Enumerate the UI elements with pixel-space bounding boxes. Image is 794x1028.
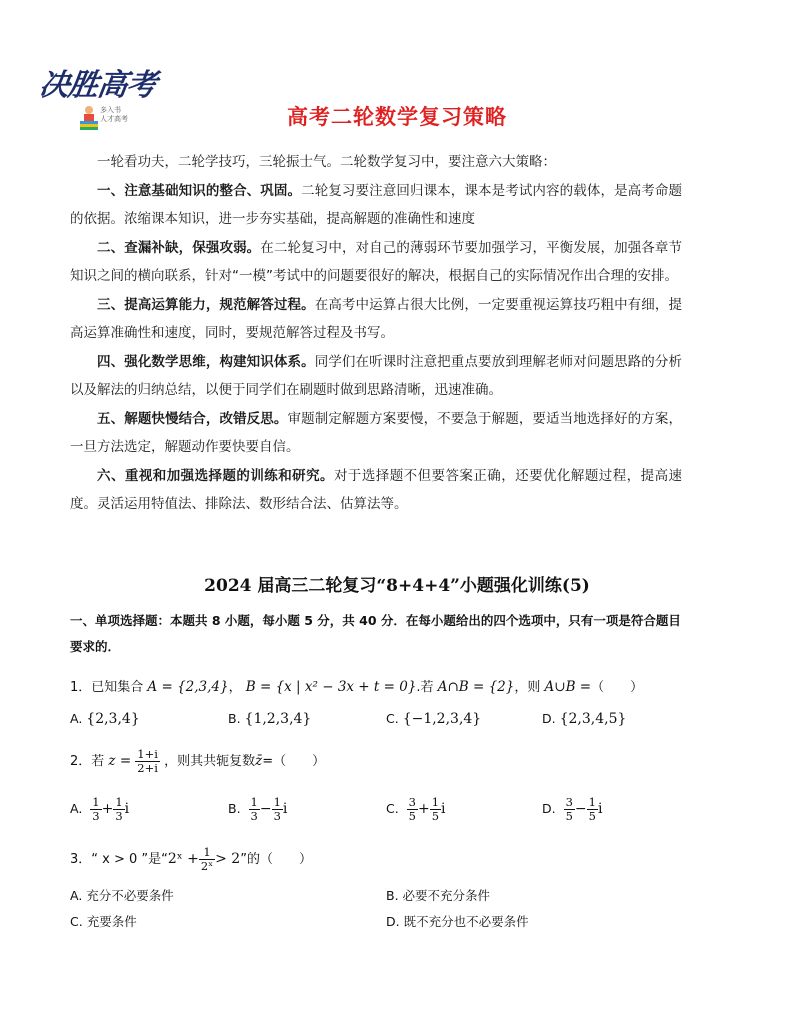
strategy-item: 二、查漏补缺，保强攻弱。在二轮复习中，对自己的薄弱环节要加强学习，平衡发展，加强各章节知识之间的横向联系，针对“一模”考试中的问题要很好的解决，根据自己的实际情况作出合理的安排。 xyxy=(70,239,683,284)
question-1: 1．已知集合 A = {2,3,4}， B = {x | x² − 3x + t = 0}.若 A∩B = {2}，则 A∪B =（ ） xyxy=(70,679,644,695)
strategy-section xyxy=(70,148,682,519)
question-2: 2．若 z = $\frac{1+i}{2+i}$ ，则其共轭复数z̄=（ ） xyxy=(70,747,326,775)
q2-option-b[interactable]: B. $\frac{1}{3}$ − $\frac{1}{3}$ i xyxy=(228,795,288,823)
fraction: $\frac{1+i}{2+i}$ xyxy=(137,747,158,775)
q1-option-a[interactable]: A. {2,3,4} xyxy=(70,711,140,727)
q1-option-c[interactable]: C. {−1,2,3,4} xyxy=(386,711,482,727)
section-instructions: 一、单项选择题：本题共 8 小题，每小题 5 分，共 40 分．在每小题给出的四个选项中，只有一项是符合题目要求的． xyxy=(70,613,681,654)
q3-option-d[interactable]: D. 既不充分也不必要条件 xyxy=(386,914,529,929)
q3-option-c[interactable]: C. 充要条件 xyxy=(70,914,137,929)
intersection-condition: A∩B = {2} xyxy=(437,679,515,695)
union-ask: A∪B = xyxy=(544,679,592,695)
q2-option-d[interactable]: D. $\frac{3}{5}$ − $\frac{1}{5}$ i xyxy=(542,795,603,823)
q1-option-b[interactable]: B. {1,2,3,4} xyxy=(228,711,312,727)
q2-option-c[interactable]: C. $\frac{3}{5}$ + $\frac{1}{5}$ i xyxy=(386,795,446,823)
set-a: A = {2,3,4} xyxy=(147,679,229,695)
question-3: 3．“ x > 0 ”是“2ˣ + $\frac{1}{\text{2ˣ}}$ > 2”的（ ） xyxy=(70,845,312,873)
q3-option-a[interactable]: A. 充分不必要条件 xyxy=(70,888,174,903)
logo-subtext: 多入书 人才高考 xyxy=(100,106,128,123)
page-title: 高考二轮数学复习策略 xyxy=(287,105,507,129)
q1-option-d[interactable]: D. {2,3,4,5} xyxy=(542,711,627,727)
q3-option-b[interactable]: B. 必要不充分条件 xyxy=(386,888,491,903)
q2-option-a[interactable]: A. $\frac{1}{3}$ + $\frac{1}{3}$ i xyxy=(70,795,130,823)
strategy-intro: 一轮看功夫，二轮学技巧，三轮振士气。二轮数学复习中，要注意六大策略： xyxy=(97,154,556,170)
strategy-item: 六、重视和加强选择题的训练和研究。对于选择题不但要答案正确，还要优化解题过程，提高速度。灵活运用特值法、排除法、数形结合法、估算法等。 xyxy=(70,467,683,512)
strategy-item: 三、提高运算能力，规范解答过程。在高考中运算占很大比例，一定要重视运算技巧粗中有细，提高运算准确性和速度，同时，要规范解答过程及书写。 xyxy=(70,296,683,341)
exercise-title: 2024 届高三二轮复习“8+4+4”小题强化训练(5) xyxy=(204,576,590,596)
strategy-item: 五、解题快慢结合，改错反思。审题制定解题方案要慢，不要急于解题，要适当地选择好的方案，一旦方法选定，解题动作要快要自信。 xyxy=(70,410,682,455)
strategy-item: 四、强化数学思维，构建知识体系。同学们在听课时注意把重点要放到理解老师对问题思路的分析以及解法的归纳总结，以便于同学们在刷题时做到思路清晰，迅速准确。 xyxy=(70,353,683,398)
set-b: B = {x | x² − 3x + t = 0} xyxy=(245,679,417,695)
strategy-item: 一、注意基础知识的整合、巩固。二轮复习要注意回归课本，课本是考试内容的载体，是高考命题的依据。浓缩课本知识，进一步夯实基础，提高解题的准确性和速度 xyxy=(70,182,683,227)
logo-text: 决胜高考 xyxy=(37,68,158,103)
